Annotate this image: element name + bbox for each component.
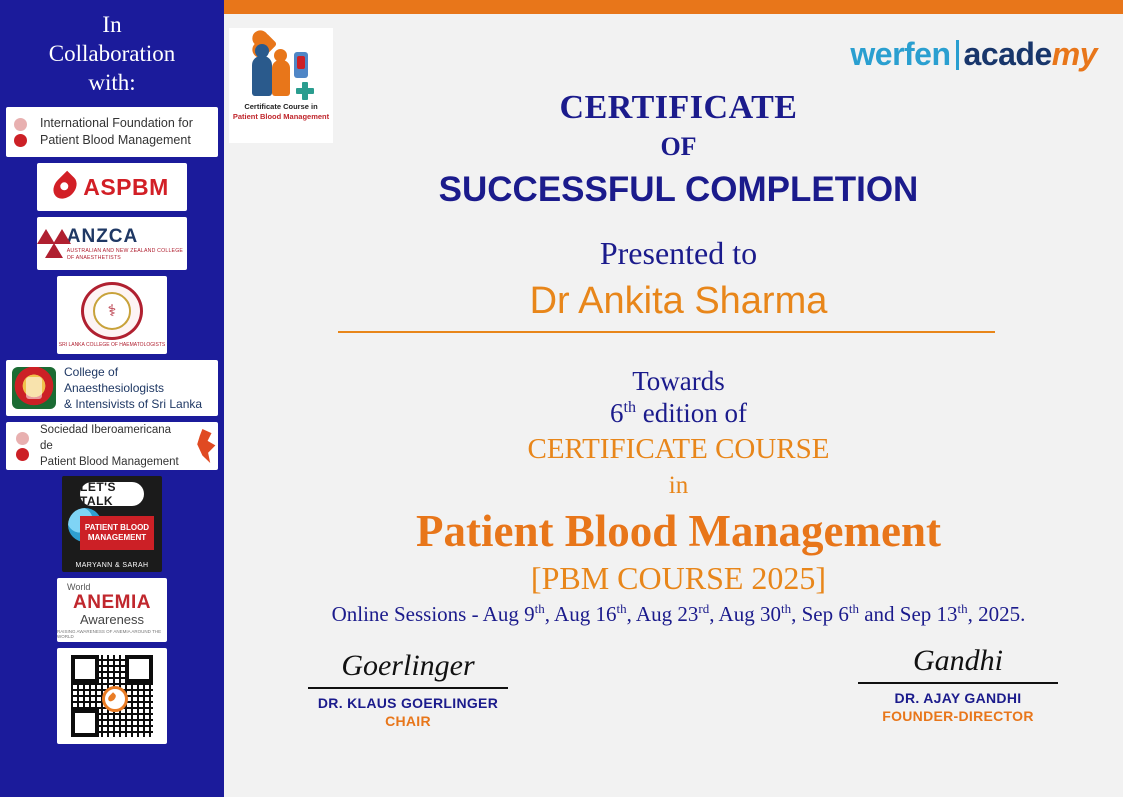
edition-line [234, 398, 1123, 429]
recipient-underline [338, 331, 995, 333]
signature-block-chair [258, 645, 558, 729]
sidebar-title-line-3: with: [88, 70, 136, 95]
ifpbm-dots-icon [10, 115, 40, 150]
siapbm-text [40, 422, 186, 470]
signatory-name-founder: DR. AJAY GANDHI [894, 690, 1022, 706]
anzca-text [67, 226, 187, 262]
logo-sri-lanka-college-haematologists [57, 276, 167, 354]
anzca-name: ANZCA [66, 225, 139, 247]
lets-talk-hosts: MARYANN & SARAH [75, 562, 149, 569]
signatory-role-founder: FOUNDER-DIRECTOR [882, 708, 1034, 724]
in-word: in [668, 472, 689, 499]
signatory-name-chair: DR. KLAUS GOERLINGER [317, 695, 499, 711]
siapbm-line-2: Patient Blood Management [40, 456, 179, 468]
siapbm-dots-icon [12, 429, 34, 464]
collaboration-sidebar [0, 0, 224, 797]
haematologists-crest-icon: ⚕ [81, 282, 143, 340]
college-crest-icon [12, 367, 56, 409]
anzca-triangles-icon [37, 229, 61, 259]
towards-label: Towards [632, 366, 725, 396]
college-text [64, 364, 218, 412]
edition-rest: edition of [635, 398, 747, 428]
sidebar-title-line-1: In [102, 12, 122, 37]
presented-to-label: Presented to [599, 235, 758, 271]
lets-talk-red-label: PATIENT BLOOD MANAGEMENT [80, 516, 154, 550]
logo-anzca [37, 217, 187, 270]
edition-suffix: th [623, 399, 636, 416]
recipient-name: Dr Ankita Sharma [529, 280, 828, 322]
siapbm-line-1: Sociedad Iberoamericana de [40, 424, 172, 452]
americas-map-icon [192, 429, 218, 463]
anemia-world-text: World [67, 581, 91, 592]
course-type-line: CERTIFICATE COURSE [527, 433, 830, 465]
qr-code-box[interactable] [57, 648, 167, 744]
werfen-word: werfen [850, 36, 951, 72]
ifpbm-text [40, 115, 193, 149]
sidebar-title [0, 0, 224, 103]
signature-mark-founder: Gandhi [913, 644, 1003, 677]
logo-sociedad-iberoamericana-pbm [6, 422, 218, 470]
anemia-sub-text: Awareness [79, 611, 145, 627]
blood-bag-icon [294, 52, 308, 78]
partner-logo-list [0, 107, 224, 744]
anzca-subtitle: AUSTRALIAN AND NEW ZEALAND COLLEGE OF ANAESTHETISTS [66, 247, 184, 261]
course-badge-line-1: Certificate Course in [244, 102, 318, 111]
anemia-main-text: ANEMIA [73, 591, 151, 613]
signature-mark-chair: Goerlinger [341, 649, 475, 682]
logo-aspbm [37, 163, 187, 211]
signatory-role-chair: CHAIR [385, 713, 431, 729]
logo-world-anemia-awareness [57, 578, 167, 642]
signature-line-chair [308, 687, 508, 689]
academy-my-word: my [1051, 36, 1097, 72]
lets-talk-bubble: LET'S TALK [80, 482, 144, 506]
course-code: [PBM COURSE 2025] [530, 560, 827, 596]
ifpbm-line-2: Patient Blood Management [40, 133, 191, 147]
certificate-subheading: SUCCESSFUL COMPLETION [438, 170, 919, 209]
ifpbm-line-1: International Foundation for [40, 116, 193, 130]
logo-college-anaesthesiologists-sri-lanka [6, 360, 218, 416]
qr-code-icon[interactable] [71, 655, 153, 737]
edition-number: 6 [610, 398, 624, 428]
course-name: Patient Blood Management [416, 506, 941, 556]
sidebar-title-line-2: Collaboration [48, 41, 176, 66]
session-dates: Online Sessions - Aug 9th, Aug 16th, Aug 23rd, Aug 30th, Sep 6th and Sep 13th, 2025. [331, 601, 1026, 626]
anemia-tagline: RAISING AWARENESS OF ANEMIA AROUND THE WORLD [57, 628, 162, 639]
certificate-heading: CERTIFICATE [559, 89, 798, 126]
werfen-divider [956, 40, 959, 70]
college-line-1: College of Anaesthesiologists [64, 365, 165, 395]
logo-international-foundation-pbm [6, 107, 218, 157]
werfen-academy-logo [850, 36, 1097, 73]
course-badge-line-2: Patient Blood Management [232, 112, 330, 121]
certificate-of-word: OF [660, 132, 697, 161]
college-line-2: & Intensivists of Sri Lanka [64, 397, 203, 411]
haematologists-caption: SRI LANKA COLLEGE OF HAEMATOLOGISTS [58, 341, 166, 348]
logo-lets-talk-pbm [62, 476, 162, 572]
academy-word: acade [963, 36, 1052, 72]
top-orange-bar [224, 0, 1123, 14]
signature-block-founder [808, 640, 1108, 724]
signature-line-founder [858, 682, 1058, 684]
blood-drop-icon [49, 171, 82, 204]
aspbm-text: ASPBM [83, 173, 169, 200]
